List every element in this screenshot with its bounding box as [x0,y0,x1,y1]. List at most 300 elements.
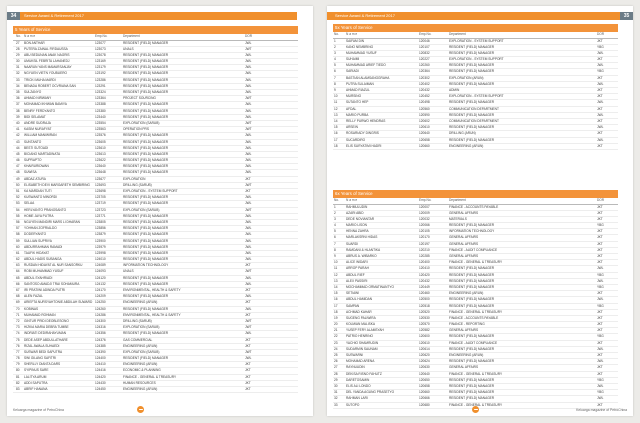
cell-empno: 123078 [95,52,106,57]
cell-dor: JWT [245,207,252,212]
cell-department: MATERIALS [449,216,467,221]
cell-department: ECONOMIC & PLANNING [123,368,161,373]
cell-no: 23 [334,340,338,345]
cell-dor: JWL [597,50,604,55]
cell-name: SWI GILANG SAFITRI [24,356,57,361]
cell-no: 17 [334,303,338,308]
cell-name: SANTOSO AMADJI TRAI SOHAMURA [24,281,80,286]
cell-dor: JKT [245,288,251,292]
cell-dor: JKT [245,337,251,342]
cell-empno: 120227 [419,57,430,62]
cell-no: 17 [334,137,338,142]
cell-department: RESIDENT (FIELD) MANAGER [449,346,495,351]
cell-name: MUHAMAD ROHMAN [24,312,56,317]
cell-department: RESIDENT (FIELD) MANAGER [123,226,169,231]
cell-name: KHAIRURIDWAN [24,164,49,169]
cell-department: RESIDENT (FIELD) MANAGER [123,102,169,107]
cell-department: OPERATION PRS [123,127,149,132]
cell-empno: 120498 [419,100,430,105]
cell-department: RESIDENT (FIELD) MANAGER [123,65,169,70]
cell-name: SYIPINUS SARE [24,368,49,373]
cell-no: 28 [16,46,20,51]
cell-no: 40 [16,120,20,125]
cell-name: RIZAL AWALA SUHAEDI [24,343,60,348]
cell-no: 12 [334,272,338,277]
cell-no: 35 [16,90,20,94]
cell-name: BASTIAN ALAMSANGGRAHA [346,75,390,80]
cell-name: GINTUR PRIDI DEOBLESONO [24,318,69,323]
cell-empno: 124300 [95,318,106,323]
cell-dor: JKT [597,235,603,240]
cell-name: KA MARDIAN TUTI [24,189,52,193]
cell-no: 29 [16,52,20,57]
cell-empno: 123856 [95,226,106,231]
cell-name: HERLYANTO PRANOSANTO [24,207,67,212]
cell-empno: 120832 [419,50,430,55]
cell-no: 69 [16,300,20,305]
cell-dor: JWL [245,170,252,175]
petrochina-logo-icon [472,406,479,413]
cell-empno: 120105 [419,229,430,234]
cell-empno: 124410 [95,362,106,367]
cell-no: 19 [334,315,338,320]
cell-dor: JWL [245,294,252,299]
cell-dor: YBG [597,44,604,49]
cell-dor: JWL [245,232,252,237]
cell-dor: JWL [597,346,604,351]
cell-name: SAMPAN [346,303,360,308]
cell-dor: JWL [597,383,604,388]
cell-name: DEDE NOVIANTAR [346,216,375,221]
cell-dor: JWL [245,139,252,144]
cell-department: RESIDENT (FIELD) MANAGER [449,297,495,302]
cell-department: RESIDENT (FIELD) MANAGER [123,59,169,64]
cell-dor: JWL [245,195,252,200]
cell-empno: 123805 [95,219,106,224]
right-page [327,6,633,416]
cell-name: MURSINO [346,94,362,99]
cell-name: SUHAIMI [346,57,360,62]
cell-empno: 120432 [419,88,430,92]
cell-dor: JWL [245,226,252,231]
cell-no: 39 [16,114,20,119]
cell-no: 3 [334,50,336,55]
cell-no: 8 [334,81,336,86]
cell-empno: 120610 [419,340,430,345]
cell-empno: 120007 [419,204,430,209]
cell-empno: 120452 [419,94,430,99]
cell-no: 9 [334,88,336,92]
cell-no: 47 [16,164,20,169]
cell-dor: JKT [597,241,603,246]
cell-name: NGYUEN VIETN YOUBUERO [24,71,67,76]
cell-no: 27 [16,40,20,45]
cell-no: 2 [334,44,336,49]
cell-department: RESIDENT (FIELD) MANAGER [123,356,169,361]
cell-no: 63 [16,263,20,268]
cell-dor: JWL [245,250,252,255]
cell-name: ARIEFTA NURSYAHTONIE ABDILAH SUWARD [24,300,93,305]
cell-no: 32 [334,396,338,401]
cell-empno: 123677 [95,176,106,181]
cell-empno: 120197 [419,241,430,246]
service-section [13,26,298,393]
cell-dor: JKT [597,365,603,370]
cell-name: SUDARMIN SAUNAM [346,346,378,351]
cell-name: ABU BEDUNAN ANAK NAGRIS [24,52,70,57]
cell-name: ARROP PARAH [346,266,369,271]
cell-dor: JWL [245,114,252,119]
cell-dor: JWT [245,96,252,101]
cell-department: RESIDENT (FIELD) MANAGER [123,331,169,336]
cell-no: 30 [16,59,20,64]
cell-department: RESIDENT (FIELD) MANAGER [449,100,495,105]
cell-name: TRICKI MUHA MARDI [24,77,56,82]
cell-name: SUSWAR BEDI SAPUTRA [24,349,63,354]
left-page [7,6,313,416]
cell-department: EXPLORATION - SYSTEM SUPPORT [449,94,504,99]
cell-no: 22 [334,334,338,339]
page-number: 35 [620,12,633,20]
section-title: 6x Years of Service [333,190,618,198]
cell-no: 60 [16,244,20,249]
cell-dor: JKT [597,353,603,357]
cell-department: RESIDENT (FIELD) MANAGER [449,223,495,228]
cell-department: RESIDENT (FIELD) MANAGER [123,158,169,163]
cell-dor: JWL [245,164,252,169]
cell-empno: 123771 [95,213,106,218]
cell-name: AZARI ABID [346,210,364,215]
cell-dor: JKT [597,260,603,265]
cell-no: 68 [16,294,20,299]
cell-empno: 123286 [95,77,106,82]
cell-name: ALEX PASSIRI [346,278,368,283]
cell-no: 77 [16,349,20,354]
table-body [333,39,618,150]
cell-no: 73 [16,325,20,330]
cell-name: ROSARIADY DINGRIS [346,131,379,136]
cell-empno: 124260 [95,306,106,311]
cell-dor: JKT [597,57,603,62]
cell-department: RESIDENT (FIELD) MANAGER [123,133,169,138]
cell-no: 42 [16,133,20,138]
cell-no: 62 [16,257,20,262]
col-empno: Emp.No. [95,34,108,38]
cell-department: RESIDENT (FIELD) MANAGER [123,40,169,45]
cell-dor: YBG [597,377,604,382]
cell-empno: 123879 [95,232,106,237]
cell-dor: JKT [597,291,603,296]
cell-department: COMMUNICATION DEPARTMENT [449,106,499,111]
cell-no: 34 [16,83,20,88]
cell-name: ARSEIN [346,125,358,130]
cell-empno: 123169 [95,59,106,64]
cell-department: RESIDENT (FIELD) MANAGER [123,213,169,218]
cell-dor: JWT [245,349,252,354]
cell-dor: JKT [597,402,603,407]
cell-name: BENRY FERDYANTO [24,108,56,113]
cell-department: FINANCE - GENERAL & TREASURY [449,260,503,265]
cell-department: RESIDENT (FIELD) MANAGER [123,71,169,76]
cell-no: 18 [334,309,338,314]
cell-no: 13 [334,278,338,283]
cell-no: 29 [334,377,338,382]
cell-name: ELIS ALI LONDO [346,383,371,388]
cell-dor: JWT [245,318,252,323]
cell-name: SUTOPO [346,402,360,407]
cell-name: MARIO PURBA [346,112,369,117]
cell-empno: 123179 [95,65,106,70]
cell-dor: JWL [245,331,252,336]
table-body [13,41,298,394]
cell-no: 46 [16,158,20,163]
cell-empno: 120582 [419,328,430,333]
cell-empno: 120610 [419,125,430,130]
cell-department: GENERAL AFFAIRS [449,328,479,333]
cell-name: BICIANO MARTADINATA [24,151,61,156]
cell-empno: 120650 [419,377,430,382]
cell-empno: 120530 [419,315,430,320]
cell-no: 43 [16,139,20,144]
cell-empno: 123380 [95,108,106,113]
cell-no: 3 [334,216,336,221]
cell-name: MOHAMAD IKHWAN BAMIYA [24,102,67,107]
cell-name: BON ANTHAR [24,40,45,45]
cell-empno: 124286 [95,312,106,317]
cell-dor: JWT [245,127,252,132]
cell-no: 78 [16,356,20,361]
cell-empno: 120560 [419,106,430,111]
cell-no: 75 [16,337,20,342]
cell-department: RESIDENT (FIELD) MANAGER [449,112,495,117]
col-no: No. [334,32,339,36]
cell-name: ANDRE SUDRAJA [24,120,51,125]
cell-dor: JWL [597,396,604,401]
cell-empno: 120302 [419,75,430,80]
cell-name: MUHAMMAD ARIEF TIEDO [346,63,386,68]
cell-dor: JWL [245,257,252,262]
cell-no: 13 [334,112,338,117]
cell-no: 9 [334,254,336,258]
cell-name: SUCARDIRO [346,137,366,142]
cell-empno: 120210 [419,247,430,252]
cell-name: INDRIATI DEDIRAHAYUMAN [24,331,67,336]
cell-empno: 124132 [95,281,106,286]
cell-no: 38 [16,108,20,113]
cell-no: 18 [334,143,338,148]
cell-department: RESIDENT (FIELD) MANAGER [123,164,169,169]
cell-department: FINANCE - AUDIT COMPLIANCE [449,340,498,345]
cell-name: DEKISA RISNO FAHUTZ [346,371,382,376]
cell-dor: JKT [597,143,603,148]
cell-name: BENADA ROBERT OCVRIANA SAN [24,83,76,88]
cell-department: RESIDENT (FIELD) MANAGER [449,359,495,364]
petrochina-logo-icon [137,406,144,413]
cell-name: AHMAD RIAZUL [346,88,370,92]
cell-no: 83 [16,387,20,391]
cell-empno: 124316 [95,325,106,330]
cell-department: RESIDENT (FIELD) MANAGER [449,125,495,130]
cell-no: 7 [334,75,336,80]
cell-department: UNALS [123,269,134,274]
cell-name: WILLIAM MANIWIRAN [24,133,57,138]
cell-name: AFDAL [346,106,357,111]
cell-empno: 120500 [419,297,430,302]
cell-dor: JWL [245,40,252,45]
cell-empno: 120570 [419,322,430,327]
cell-department: FINANCE - GENERAL & TREASURY [449,402,503,407]
cell-dor: JWL [245,356,252,361]
cell-empno: 120520 [419,309,430,314]
cell-dor: JKT [597,229,603,234]
col-dor: DOR [597,32,605,36]
cell-empno: 123605 [95,139,106,144]
cell-empno: 123440 [95,114,106,119]
cell-name: SUPRAPTO [24,158,42,163]
cell-department: RESIDENT (FIELD) MANAGER [449,377,495,382]
cell-name: HENNA ZAHRA [346,229,369,234]
cell-no: 56 [16,219,20,224]
cell-department: EXPLORATION (SARUB) [123,325,160,330]
cell-department: DRILLING (SARUB) [123,318,152,323]
cell-no: 28 [334,371,338,376]
col-empno: Emp.No. [419,198,432,202]
cell-name: MARLAKSRNI HIDAS [346,235,378,240]
cell-name: YOHHAN ZOFRIALDO [24,226,57,231]
col-name: N a m e [346,32,358,36]
cell-department: RESIDENT (FIELD) MANAGER [123,170,169,175]
cell-dor: JKT [597,340,603,345]
cell-no: 61 [16,250,20,255]
cell-no: 11 [334,266,338,271]
cell-empno: 123077 [95,40,106,45]
cell-dor: JKT [597,106,603,111]
cell-department: EXPLORATION (SARUB) [123,120,160,125]
cell-department: RESIDENT (FIELD) MANAGER [123,238,169,243]
cell-name: PUTRA SULAIMAN [346,81,374,86]
cell-name: RAHMAN LARI [346,396,368,401]
cell-empno: 120046 [419,38,430,43]
cell-no: 8 [334,247,336,252]
cell-name: ABDURRAHMAN RAMADI [24,244,63,249]
cell-no: 15 [334,291,338,296]
cell-no: 14 [334,284,338,289]
cell-department: PROJECT SOURCING [123,96,156,101]
cell-no: 10 [334,94,338,99]
cell-department: GENERAL AFFAIRS [449,254,479,258]
cell-empno: 123388 [95,102,106,107]
cell-name: ABDUL RIEF [346,272,365,277]
cell-no: 27 [334,365,338,370]
cell-empno: 123900 [95,238,106,243]
cell-empno: 123554 [95,120,106,125]
cell-department: FINANCE - AUDIT COMPLIANCE [449,247,498,252]
cell-empno: 124356 [95,331,106,336]
col-empno: Emp.No. [419,32,432,36]
cell-empno: 124400 [95,356,106,361]
cell-department: EXPLORATION (SARUB) [123,349,160,354]
cell-dor: JKT [245,368,251,373]
cell-dor: JWT [245,46,252,51]
cell-dor: JWL [245,213,252,218]
cell-dor: JKT [597,75,603,80]
cell-department: EXPLORATION - SYSTEM SUPPORT [449,57,504,62]
cell-dor: YBG [597,223,604,228]
cell-empno: 124420 [95,374,106,379]
footer-text: Keluarga magazine of PetroChina [576,408,627,412]
cell-empno: 124250 [95,300,106,305]
cell-department: RESIDENT (FIELD) MANAGER [123,108,169,113]
cell-no: 25 [334,353,338,357]
cell-empno: 124416 [95,368,106,373]
cell-empno: 120680 [419,402,430,407]
cell-no: 66 [16,281,20,286]
cell-dor: JWL [597,137,604,142]
cell-dor: JKT [597,216,603,221]
cell-name: DEL YANDA AGUNG PRASETYO [346,390,395,395]
cell-name: NAARUN YANS MAMARSANJAY [24,65,72,70]
section-title: 5x Years of Service [333,24,618,32]
cell-name: SULZANYO [24,90,42,94]
cell-empno: 120660 [419,143,430,148]
cell-no: 5 [334,229,336,234]
cell-dor: JKT [245,387,251,391]
cell-name: RAMDANI & HLANTIKA [346,247,381,252]
cell-name: KOLMIAN MALISKA [346,322,376,327]
cell-dor: JWL [597,81,604,86]
cell-department: RESIDENT (FIELD) MANAGER [123,52,169,57]
cell-name: SUNTANTO [24,139,42,144]
cell-empno: 120066 [419,223,430,228]
cell-no: 33 [16,77,20,82]
cell-department: RESIDENT (FIELD) MANAGER [449,137,495,142]
cell-no: 36 [16,96,20,101]
cell-dor: JKT [245,300,251,305]
cell-dor: JKT [597,322,603,327]
cell-empno: 123364 [95,96,106,101]
cell-empno: 124376 [95,337,106,342]
cell-department: RESIDENT (FIELD) MANAGER [123,281,169,286]
cell-empno: 123719 [95,201,106,206]
cell-department: DRILLING (SARUB) [123,182,152,187]
cell-name: MOCHAMMAD ORMATINANTYO [346,284,394,289]
cell-department: RESIDENT (FIELD) MANAGER [123,114,169,119]
cell-no: 79 [16,362,20,367]
cell-department: ENGINEERING (ARUN) [123,343,158,348]
cell-dor: JWL [245,77,252,82]
cell-department: RESIDENT (FIELD) MANAGER [123,294,169,299]
cell-name: MOHAMAD ARENA [346,359,375,364]
cell-dor: JKT [597,210,603,215]
cell-department: RESIDENT (FIELD) MANAGER [449,383,495,388]
cell-department: RESIDENT (FIELD) MANAGER [123,90,169,94]
cell-no: 59 [16,238,20,243]
cell-department: RESIDENT (FIELD) MANAGER [123,244,169,249]
cell-department: FINANCE - GENERAL & TREASURY [123,374,177,379]
cell-no: 74 [16,331,20,336]
cell-dor: JKT [597,204,603,209]
cell-no: 71 [16,312,20,317]
cell-dor: JWL [245,281,252,286]
cell-department: RESIDENT (FIELD) MANAGER [123,139,169,144]
cell-empno: 120666 [419,396,430,401]
cell-empno: 120620 [419,353,430,357]
cell-no: 7 [334,241,336,246]
cell-no: 64 [16,269,20,274]
cell-dor: JWL [597,278,604,283]
cell-name: ELIS SURYATIMI HADRI [346,143,382,148]
col-no: No. [334,198,339,202]
